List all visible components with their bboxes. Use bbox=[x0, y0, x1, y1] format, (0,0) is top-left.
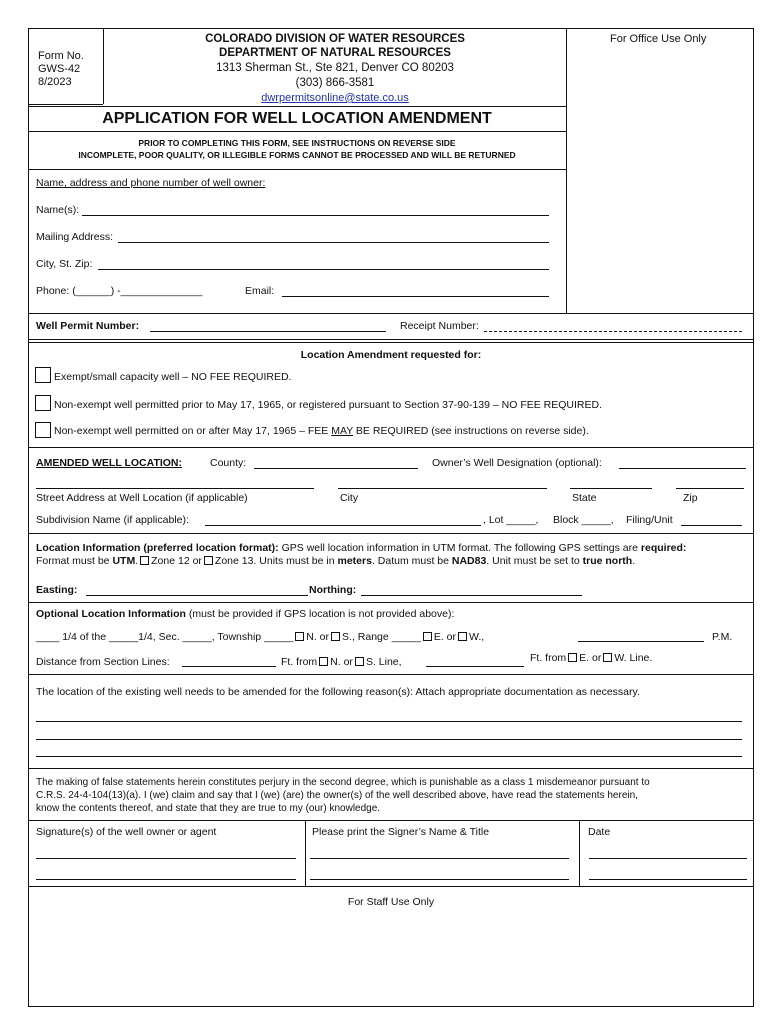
south-checkbox[interactable] bbox=[331, 632, 340, 641]
city-st-zip-field[interactable] bbox=[98, 269, 549, 270]
n-or-label: N. or bbox=[330, 656, 353, 668]
exempt-option-label: Exempt/small capacity well – NO FEE REQUIRED. bbox=[54, 371, 292, 383]
s-line-checkbox[interactable] bbox=[355, 657, 364, 666]
gps-unit-text: . Unit must be set to bbox=[486, 555, 583, 567]
post1965-text-a: Non-exempt well permitted on or after May 17, 1965 – FEE bbox=[54, 425, 332, 437]
zone13-label: Zone 13. Units must be in bbox=[214, 555, 338, 567]
reason-rule bbox=[28, 768, 754, 769]
staff-use-label: For Staff Use Only bbox=[347, 896, 435, 908]
well-designation-label: Owner’s Well Designation (optional): bbox=[432, 457, 602, 469]
amendment-rule bbox=[28, 447, 754, 448]
reason-line-2[interactable] bbox=[36, 739, 742, 740]
declaration-line-3: know the contents thereof, and state that they are true to my (our) knowledge. bbox=[36, 803, 381, 814]
filing-unit-label: Filing/Unit bbox=[626, 514, 673, 526]
department-name: DEPARTMENT OF NATURAL RESOURCES bbox=[219, 47, 451, 59]
signature-field-2[interactable] bbox=[36, 879, 296, 880]
easting-label: Easting: bbox=[36, 584, 78, 596]
e-or-label: E. or bbox=[579, 652, 602, 664]
gps-datum-text: . Datum must be bbox=[371, 555, 452, 567]
post1965-may: MAY bbox=[331, 425, 354, 437]
gps-line-2 bbox=[36, 555, 635, 567]
east-checkbox[interactable] bbox=[423, 632, 432, 641]
northing-field[interactable] bbox=[361, 595, 582, 596]
pre1965-option-label: Non-exempt well permitted prior to May 17, 1965, or registered pursuant to Section 37-90-139 – NO FEE REQUIRED. bbox=[54, 399, 602, 411]
northing-label: Northing: bbox=[309, 584, 357, 596]
signer-name-field-1[interactable] bbox=[310, 858, 569, 859]
instructions-notice: PRIOR TO COMPLETING THIS FORM, SEE INSTRUCTIONS ON REVERSE SIDE bbox=[138, 138, 456, 148]
north-label: N. or bbox=[306, 631, 330, 643]
owner-name-label: Name(s): bbox=[36, 204, 80, 216]
south-range-label: S., Range _____ bbox=[342, 631, 421, 643]
incomplete-notice: INCOMPLETE, POOR QUALITY, OR ILLEGIBLE FORMS CANNOT BE PROCESSED AND WILL BE RETURNED bbox=[78, 150, 516, 160]
zone12-label: Zone 12 or bbox=[151, 555, 202, 567]
post1965-text-b: BE REQUIRED (see instructions on reverse side). bbox=[353, 425, 589, 437]
state-label: State bbox=[572, 492, 597, 504]
phone-field[interactable]: Phone: (______) -______________ bbox=[36, 285, 203, 297]
optional-note: (must be provided if GPS location is not provided above): bbox=[185, 608, 455, 620]
gps-format-text: Format must be bbox=[36, 555, 113, 567]
street-address-field[interactable] bbox=[36, 488, 314, 489]
w-line-label: W. Line. bbox=[614, 652, 653, 664]
optional-heading-line bbox=[36, 608, 454, 620]
form-no-label: Form No. bbox=[38, 50, 84, 62]
form-date: 8/2023 bbox=[38, 76, 72, 88]
signer-name-field-2[interactable] bbox=[310, 879, 569, 880]
city-label: City bbox=[340, 492, 359, 504]
s-line-label: S. Line, bbox=[365, 656, 402, 668]
gps-true-north: true north bbox=[582, 555, 633, 567]
signature-label: Signature(s) of the well owner or agent bbox=[36, 826, 217, 838]
declaration-rule bbox=[28, 820, 754, 821]
agency-name: COLORADO DIVISION OF WATER RESOURCES bbox=[205, 33, 465, 45]
agency-address: 1313 Sherman St., Ste 821, Denver CO 80203 bbox=[216, 62, 454, 74]
post1965-option-label bbox=[54, 425, 589, 437]
signature-field-1[interactable] bbox=[36, 858, 296, 859]
date-field-1[interactable] bbox=[589, 858, 747, 859]
sig-divider-1 bbox=[305, 820, 306, 886]
signer-name-label: Please print the Signer’s Name & Title bbox=[312, 826, 490, 838]
amended-location-heading: AMENDED WELL LOCATION: bbox=[36, 457, 183, 469]
n-line-checkbox[interactable] bbox=[319, 657, 328, 666]
west-label: W., bbox=[469, 631, 485, 643]
zone13-checkbox[interactable] bbox=[204, 556, 213, 565]
pm-field[interactable] bbox=[578, 641, 704, 642]
location-rule bbox=[28, 533, 754, 534]
agency-email-link[interactable]: dwrpermitsonline@state.co.us bbox=[261, 92, 409, 104]
e-line-checkbox[interactable] bbox=[568, 653, 577, 662]
gps-heading: Location Information (preferred location format): bbox=[36, 542, 279, 554]
plss-row bbox=[36, 631, 484, 643]
distance-ns-field[interactable] bbox=[182, 666, 276, 667]
permit-rule-2 bbox=[28, 342, 754, 343]
county-field[interactable] bbox=[254, 468, 418, 469]
owner-name-field[interactable] bbox=[82, 215, 549, 216]
distance-ew-row bbox=[530, 652, 652, 664]
owner-section-rule bbox=[28, 313, 754, 314]
date-label: Date bbox=[588, 826, 611, 838]
page-title: APPLICATION FOR WELL LOCATION AMENDMENT bbox=[102, 110, 492, 127]
gps-nad83: NAD83 bbox=[451, 555, 487, 567]
agency-phone: (303) 866-3581 bbox=[295, 77, 375, 89]
city-field[interactable] bbox=[338, 488, 547, 489]
easting-field[interactable] bbox=[86, 595, 308, 596]
well-permit-field[interactable] bbox=[150, 331, 386, 332]
reason-text: The location of the existing well needs to be amended for the following reason(s): Attach appropriate documentation as necessary. bbox=[36, 686, 640, 698]
w-line-checkbox[interactable] bbox=[603, 653, 612, 662]
pm-label: P.M. bbox=[712, 631, 733, 643]
zip-field[interactable] bbox=[676, 488, 744, 489]
north-checkbox[interactable] bbox=[295, 632, 304, 641]
subdivision-field[interactable] bbox=[205, 525, 481, 526]
subdivision-label: Subdivision Name (if applicable): bbox=[36, 514, 189, 526]
office-use-label: For Office Use Only bbox=[610, 33, 707, 45]
declaration-line-2: C.R.S. 24-4-104(13)(a). I (we) claim and say that I (we) (are) the owner(s) of the well described above, have read the statements herein, bbox=[36, 790, 638, 801]
header-form-bottom bbox=[28, 104, 103, 105]
exempt-checkbox[interactable] bbox=[35, 367, 51, 383]
filing-unit-field[interactable] bbox=[681, 525, 742, 526]
mailing-address-label: Mailing Address: bbox=[36, 231, 114, 243]
east-label: E. or bbox=[433, 631, 457, 643]
distance-ew-field[interactable] bbox=[426, 666, 524, 667]
post1965-checkbox[interactable] bbox=[35, 422, 51, 438]
block-field[interactable]: Block _____, bbox=[553, 514, 614, 526]
plss-quarters-field[interactable]: ____ 1/4 of the _____1/4, Sec. _____, Township _____ bbox=[36, 631, 294, 643]
zip-label: Zip bbox=[683, 492, 698, 504]
well-permit-label: Well Permit Number: bbox=[36, 320, 140, 332]
zone12-checkbox[interactable] bbox=[140, 556, 149, 565]
title-bottom-rule bbox=[28, 131, 566, 132]
gps-period: . bbox=[135, 555, 139, 567]
optional-rule bbox=[28, 674, 754, 675]
owner-heading: Name, address and phone number of well owner: bbox=[36, 177, 266, 189]
gps-end: . bbox=[632, 555, 636, 567]
gps-text-1: GPS well location information in UTM format. The following GPS settings are bbox=[278, 542, 641, 554]
mailing-address-field[interactable] bbox=[118, 242, 549, 243]
gps-rule bbox=[28, 602, 754, 603]
header-divider-right bbox=[566, 28, 567, 313]
reason-line-3[interactable] bbox=[36, 756, 742, 757]
amendment-heading: Location Amendment requested for: bbox=[300, 349, 482, 361]
notice-bottom-rule bbox=[28, 169, 566, 170]
pre1965-checkbox[interactable] bbox=[35, 395, 51, 411]
declaration-line-1: The making of false statements herein constitutes perjury in the second degree, which is punishable as a class 1 misdemeanor pursuant to bbox=[36, 777, 650, 788]
reason-line-1[interactable] bbox=[36, 721, 742, 722]
county-label: County: bbox=[210, 457, 247, 469]
optional-heading: Optional Location Information bbox=[36, 608, 186, 620]
gps-required: required: bbox=[640, 542, 687, 554]
gps-meters: meters bbox=[337, 555, 372, 567]
sig-divider-2 bbox=[579, 820, 580, 886]
street-address-label: Street Address at Well Location (if applicable) bbox=[36, 492, 248, 504]
ft-from-2: Ft. from bbox=[530, 652, 567, 664]
date-field-2[interactable] bbox=[589, 879, 747, 880]
well-designation-field[interactable] bbox=[619, 468, 746, 469]
receipt-number-label: Receipt Number: bbox=[400, 320, 479, 332]
gps-utm: UTM bbox=[112, 555, 136, 567]
gps-line-1 bbox=[36, 542, 686, 554]
state-field[interactable] bbox=[570, 488, 652, 489]
receipt-number-field[interactable] bbox=[484, 331, 742, 332]
email-label: Email: bbox=[245, 285, 275, 297]
distance-label: Distance from Section Lines: bbox=[36, 656, 170, 668]
lot-field[interactable]: , Lot _____, bbox=[483, 514, 539, 526]
distance-ns-row bbox=[281, 656, 402, 668]
city-st-zip-label: City, St. Zip: bbox=[36, 258, 93, 270]
ft-from-1: Ft. from bbox=[281, 656, 318, 668]
signature-rule bbox=[28, 886, 754, 887]
west-checkbox[interactable] bbox=[458, 632, 467, 641]
permit-rule-1 bbox=[28, 339, 754, 340]
form-code: GWS-42 bbox=[38, 63, 81, 75]
title-top-rule bbox=[28, 106, 566, 107]
email-field[interactable] bbox=[282, 296, 549, 297]
